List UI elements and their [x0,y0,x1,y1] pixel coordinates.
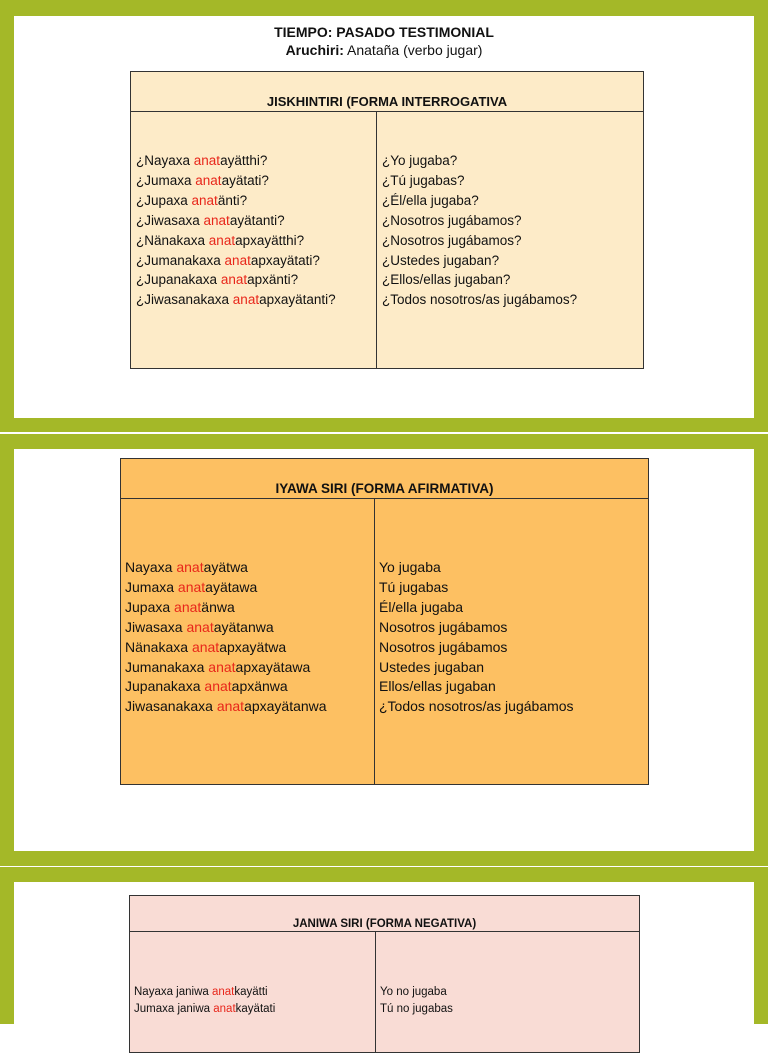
conjugation-post: kayätti [234,986,268,998]
conjugation-post: kayätati [235,1003,276,1015]
verb-root-highlight: anat [208,232,236,248]
verb-root-highlight: anat [216,698,245,715]
negative-spanish-list [376,932,639,1018]
conjugation-post: ayätati? [221,172,269,188]
verb-root-highlight: anat [186,618,214,635]
verb-root-highlight: anat [193,153,221,168]
conjugation-line: ¿Nosotros jugábamos? [382,232,522,248]
conjugation-line: ¿Tú jugabas? [382,172,465,188]
conjugation-post: apxayätwa [219,638,287,655]
conjugation-pre: Jiwasanakaxa [125,698,217,715]
conjugation-line: ¿Nosotros jugábamos? [382,212,522,228]
verb-root-highlight: anat [191,638,220,655]
conjugation-pre: Jupanakaxa [125,678,205,695]
affirmative-aymara-cell [121,499,375,785]
conjugation-pre: Jumaxa janiwa [134,1003,214,1015]
conjugation-post: änti? [217,192,248,208]
affirmative-heading: IYAWA SIRI (FORMA AFIRMATIVA) [121,459,649,499]
conjugation-line [125,558,374,578]
verb-root-highlight: anat [191,192,218,208]
interrogative-heading: JISKHINTIRI (FORMA INTERROGATIVA [131,72,644,112]
conjugation-line: Yo jugaba [379,559,441,575]
conjugation-line: ¿Todos nosotros/as jugábamos? [382,292,578,308]
conjugation-pre: Jumaxa [125,578,178,595]
verb-root-highlight: anat [195,172,222,188]
conjugation-post: ayätanti? [229,212,285,228]
conjugation-line [136,171,376,191]
conjugation-line: Nosotros jugábamos [379,638,508,655]
conjugation-pre: Jiwasaxa [125,618,187,635]
negative-heading: JANIWA SIRI (FORMA NEGATIVA) [130,896,640,932]
conjugation-pre: ¿Jumaxa [136,172,196,188]
conjugation-line: Ustedes jugaban [379,658,485,675]
conjugation-pre: ¿Jupaxa [136,192,192,208]
verb-value: Anataña (verbo jugar) [343,42,483,58]
conjugation-pre: ¿Jiwasaxa [136,212,204,228]
conjugation-line [125,697,374,717]
conjugation-post: ayätawa [205,578,258,595]
conjugation-line: ¿Yo jugaba? [382,153,458,168]
affirmative-table [120,458,649,785]
verb-root-highlight: anat [176,559,204,575]
conjugation-post: apxänwa [231,678,288,695]
conjugation-pre: ¿Jupanakaxa [136,272,221,288]
conjugation-line: Nosotros jugábamos [379,618,508,635]
conjugation-pre: Jupaxa [125,598,175,615]
verb-root-highlight: anat [177,578,206,595]
conjugation-line [136,231,376,251]
negative-aymara-cell [130,932,376,1053]
conjugation-pre: Nänakaxa [125,638,192,655]
conjugation-line [125,618,374,638]
conjugation-line [136,211,376,231]
conjugation-pre: Nayaxa janiwa [134,986,212,998]
verb-line [14,42,754,59]
conjugation-pre: ¿Jumanakaxa [136,252,225,268]
conjugation-pre: ¿Nänakaxa [136,232,209,248]
conjugation-line [134,1001,375,1018]
conjugation-line [125,638,374,658]
conjugation-post: ayätthi? [220,153,268,168]
conjugation-post: apxayätthi? [235,232,305,248]
conjugation-line [125,658,374,678]
conjugation-line [136,270,376,290]
conjugation-post: apxayätanti? [259,292,336,308]
conjugation-post: apxänti? [247,272,299,288]
conjugation-post: ayätanwa [213,618,274,635]
conjugation-post: änwa [201,598,235,615]
negative-aymara-list [130,932,375,1018]
conjugation-line [136,251,376,271]
verb-root-highlight: anat [208,658,236,675]
affirmative-aymara-list [121,499,374,717]
conjugation-line [125,578,374,598]
conjugation-pre: Nayaxa [125,559,177,575]
conjugation-line [136,191,376,211]
verb-root-highlight: anat [232,292,260,308]
conjugation-pre: Jumanakaxa [125,658,209,675]
verb-root-highlight: anat [203,212,230,228]
verb-root-highlight: anat [204,678,232,695]
verb-root-highlight: anat [213,1003,236,1015]
conjugation-line: Tú no jugabas [380,1003,453,1015]
interrogative-aymara-list [131,112,376,310]
conjugation-line: Yo no jugaba [380,986,447,998]
conjugation-post: apxayätati? [250,252,320,268]
conjugation-post: apxayätanwa [244,698,327,715]
interrogative-spanish-cell [377,112,644,369]
conjugation-line [134,984,375,1001]
verb-root-highlight: anat [220,272,248,288]
conjugation-line: Ellos/ellas jugaban [379,678,496,695]
affirmative-spanish-list [375,499,648,717]
verb-label: Aruchiri: [285,42,344,58]
conjugation-line: ¿Él/ella jugaba? [382,192,479,208]
conjugation-pre: ¿Jiwasanakaxa [136,292,233,308]
conjugation-line [136,151,376,171]
affirmative-spanish-cell [375,499,649,785]
conjugation-pre: ¿Nayaxa [136,153,194,168]
conjugation-line: ¿Ustedes jugaban? [382,252,500,268]
verb-root-highlight: anat [224,252,251,268]
negative-spanish-cell [376,932,640,1053]
conjugation-line: Tú jugabas [379,578,449,595]
conjugation-line: Él/ella jugaba [379,598,464,615]
conjugation-post: apxayätawa [235,658,311,675]
interrogative-spanish-list [377,112,643,310]
verb-root-highlight: anat [174,598,202,615]
conjugation-line [136,290,376,310]
interrogative-aymara-cell [131,112,377,369]
conjugation-line [125,598,374,618]
negative-table [129,895,640,1053]
interrogative-table [130,71,644,369]
tense-title: TIEMPO: PASADO TESTIMONIAL [274,24,494,40]
conjugation-line: ¿Todos nosotros/as jugábamos [379,698,574,715]
conjugation-line [125,677,374,697]
conjugation-post: ayätwa [203,559,248,575]
conjugation-line: ¿Ellos/ellas jugaban? [382,272,511,288]
verb-root-highlight: anat [211,986,235,998]
